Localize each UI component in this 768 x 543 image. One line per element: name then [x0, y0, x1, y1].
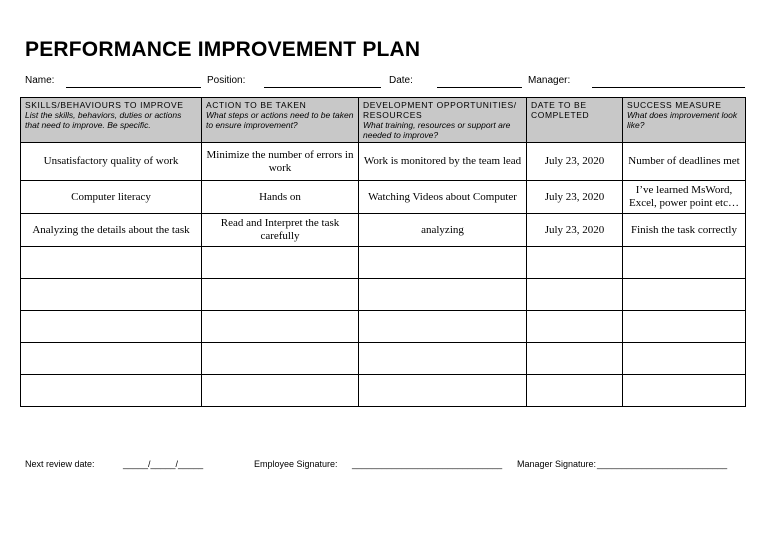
position-field[interactable] — [264, 87, 381, 88]
table-cell[interactable] — [623, 343, 746, 375]
table-cell[interactable] — [202, 343, 359, 375]
table-cell[interactable] — [623, 247, 746, 279]
table-cell[interactable]: Computer literacy — [21, 181, 202, 214]
header-title: DATE TO BE COMPLETED — [531, 100, 590, 120]
manager-label: Manager: — [528, 75, 571, 86]
header-subtitle: List the skills, behaviors, duties or actions that need to improve. Be specific. — [25, 110, 182, 130]
header-development — [359, 98, 527, 143]
table-cell[interactable] — [527, 375, 623, 407]
table-cell[interactable]: analyzing — [359, 214, 527, 247]
header-title: ACTION TO BE TAKEN — [206, 100, 307, 110]
table-cell[interactable]: I’ve learned MsWord, Excel, power point etc… — [623, 181, 746, 214]
employee-signature-label: Employee Signature: — [254, 459, 338, 469]
table-cell[interactable]: Read and Interpret the task carefully — [202, 214, 359, 247]
table-cell[interactable] — [202, 279, 359, 311]
table-cell[interactable]: July 23, 2020 — [527, 143, 623, 181]
table-row — [21, 143, 746, 181]
header-title: DEVELOPMENT OPPORTUNITIES/ RESOURCES — [363, 100, 517, 120]
table-row — [21, 375, 746, 407]
table-cell[interactable]: Analyzing the details about the task — [21, 214, 202, 247]
table-cell[interactable]: Hands on — [202, 181, 359, 214]
table-cell[interactable] — [359, 311, 527, 343]
plan-table — [20, 97, 746, 407]
manager-signature-field[interactable]: __________________________ — [597, 459, 728, 469]
header-title: SUCCESS MEASURE — [627, 100, 722, 110]
table-cell[interactable]: Watching Videos about Computer — [359, 181, 527, 214]
table-cell[interactable]: July 23, 2020 — [527, 181, 623, 214]
header-subtitle: What does improvement look like? — [627, 110, 738, 130]
employee-signature-field[interactable]: ______________________________ — [352, 459, 503, 469]
table-cell[interactable] — [21, 343, 202, 375]
table-cell[interactable] — [202, 311, 359, 343]
header-action — [202, 98, 359, 143]
table-header-row — [21, 98, 746, 143]
date-field[interactable] — [437, 87, 522, 88]
table-cell[interactable] — [359, 247, 527, 279]
table-cell[interactable] — [527, 279, 623, 311]
date-label: Date: — [389, 75, 413, 86]
position-label: Position: — [207, 75, 246, 86]
table-row — [21, 343, 746, 375]
table-cell[interactable] — [21, 279, 202, 311]
table-cell[interactable] — [623, 375, 746, 407]
table-cell[interactable] — [359, 375, 527, 407]
next-review-date-field[interactable]: _____/_____/_____ — [123, 459, 204, 469]
header-success — [623, 98, 746, 143]
header-date — [527, 98, 623, 143]
table-cell[interactable]: Unsatisfactory quality of work — [21, 143, 202, 181]
table-row — [21, 247, 746, 279]
table-cell[interactable]: Finish the task correctly — [623, 214, 746, 247]
name-field[interactable] — [66, 87, 201, 88]
table-row — [21, 279, 746, 311]
table-cell[interactable] — [623, 279, 746, 311]
header-subtitle: What training, resources or support are needed to improve? — [363, 120, 511, 140]
table-cell[interactable] — [202, 247, 359, 279]
table-cell[interactable]: Minimize the number of errors in work — [202, 143, 359, 181]
table-cell[interactable] — [21, 375, 202, 407]
table-cell[interactable] — [359, 343, 527, 375]
table-cell[interactable]: July 23, 2020 — [527, 214, 623, 247]
manager-field[interactable] — [592, 87, 745, 88]
table-row — [21, 181, 746, 214]
next-review-label: Next review date: — [25, 459, 95, 469]
page-title: PERFORMANCE IMPROVEMENT PLAN — [25, 38, 421, 61]
header-subtitle: What steps or actions need to be taken to ensure improvement? — [206, 110, 354, 130]
table-row — [21, 214, 746, 247]
header-skills — [21, 98, 202, 143]
table-cell[interactable]: Work is monitored by the team lead — [359, 143, 527, 181]
header-title: SKILLS/BEHAVIOURS TO IMPROVE — [25, 100, 184, 110]
manager-signature-label: Manager Signature: — [517, 459, 597, 469]
table-cell[interactable] — [21, 247, 202, 279]
table-cell[interactable] — [527, 247, 623, 279]
table-row — [21, 311, 746, 343]
table-cell[interactable] — [527, 343, 623, 375]
table-cell[interactable] — [359, 279, 527, 311]
name-label: Name: — [25, 75, 55, 86]
table-cell[interactable] — [527, 311, 623, 343]
table-cell[interactable] — [623, 311, 746, 343]
table-cell[interactable] — [202, 375, 359, 407]
table-cell[interactable]: Number of deadlines met — [623, 143, 746, 181]
table-cell[interactable] — [21, 311, 202, 343]
